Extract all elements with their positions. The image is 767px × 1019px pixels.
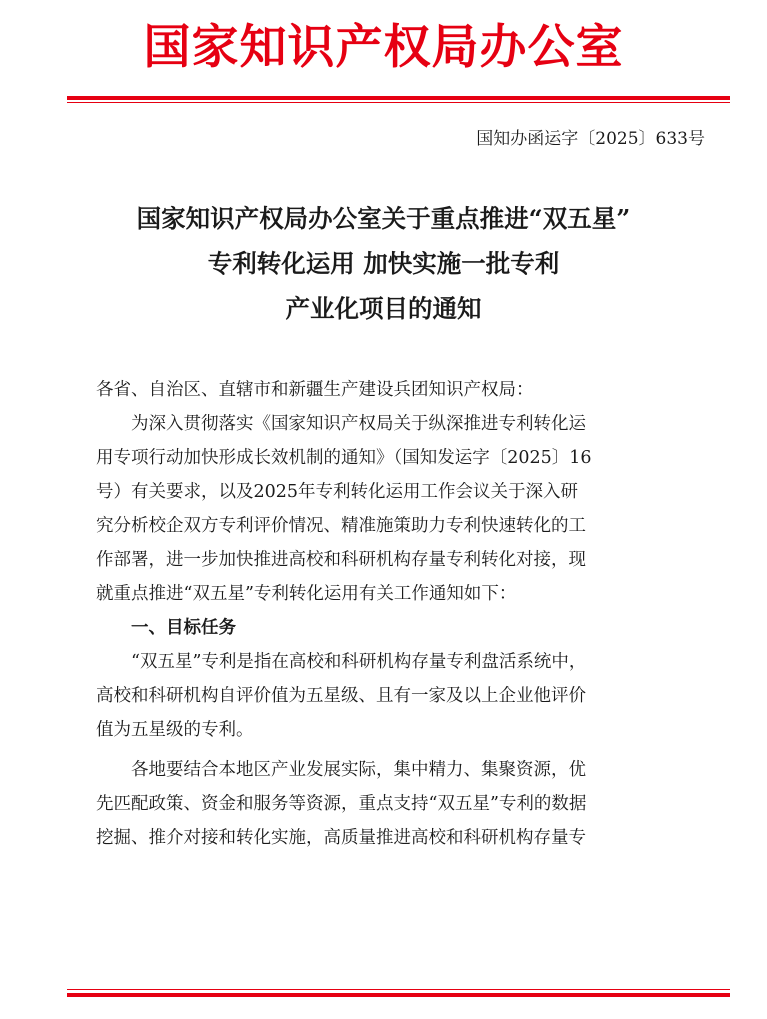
body-line: 用专项行动加快形成长效机制的通知》（国知发运字〔2025〕16 (96, 448, 592, 468)
body-line: 值为五星级的专利。 (96, 720, 254, 740)
letterhead-divider (67, 96, 730, 100)
title-line: 专利转化运用 加快实施一批专利 (207, 249, 560, 278)
body-line: 为深入贯彻落实《国家知识产权局关于纵深推进专利转化运 (131, 414, 586, 434)
body-line: “双五星”专利是指在高校和科研机构存量专利盘活系统中， (131, 652, 587, 672)
section-heading: 一、目标任务 (131, 618, 236, 638)
title-line: 国家知识产权局办公室关于重点推进“双五星” (136, 204, 631, 233)
footer-divider-thin (67, 989, 730, 990)
body-line: 高校和科研机构自评价值为五星级、且有一家及以上企业他评价 (96, 686, 586, 706)
body-line: 先匹配政策、资金和服务等资源，重点支持“双五星”专利的数据 (96, 794, 587, 814)
title-line: 产业化项目的通知 (285, 294, 482, 323)
body-line: 究分析校企双方专利评价情况、精准施策助力专利快速转化的工 (96, 516, 586, 536)
letterhead-divider-thin (67, 102, 730, 103)
body-line: 挖掘、推介对接和转化实施，高质量推进高校和科研机构存量专 (96, 828, 586, 848)
salutation: 各省、自治区、直辖市和新疆生产建设兵团知识产权局： (96, 380, 534, 400)
footer-divider (67, 993, 730, 997)
body-line: 作部署，进一步加快推进高校和科研机构存量专利转化对接，现 (96, 550, 586, 570)
body-line: 各地要结合本地区产业发展实际，集中精力、集聚资源，优 (131, 760, 586, 780)
document-title (70, 196, 697, 331)
body-line: 就重点推进“双五星”专利转化运用有关工作通知如下： (96, 584, 517, 604)
document-body (96, 373, 708, 855)
document-number: 国知办函运字〔2025〕633号 (476, 129, 705, 149)
body-line: 号）有关要求，以及2025年专利转化运用工作会议关于深入研 (96, 482, 579, 502)
letterhead-org-name: 国家知识产权局办公室 (143, 20, 624, 75)
